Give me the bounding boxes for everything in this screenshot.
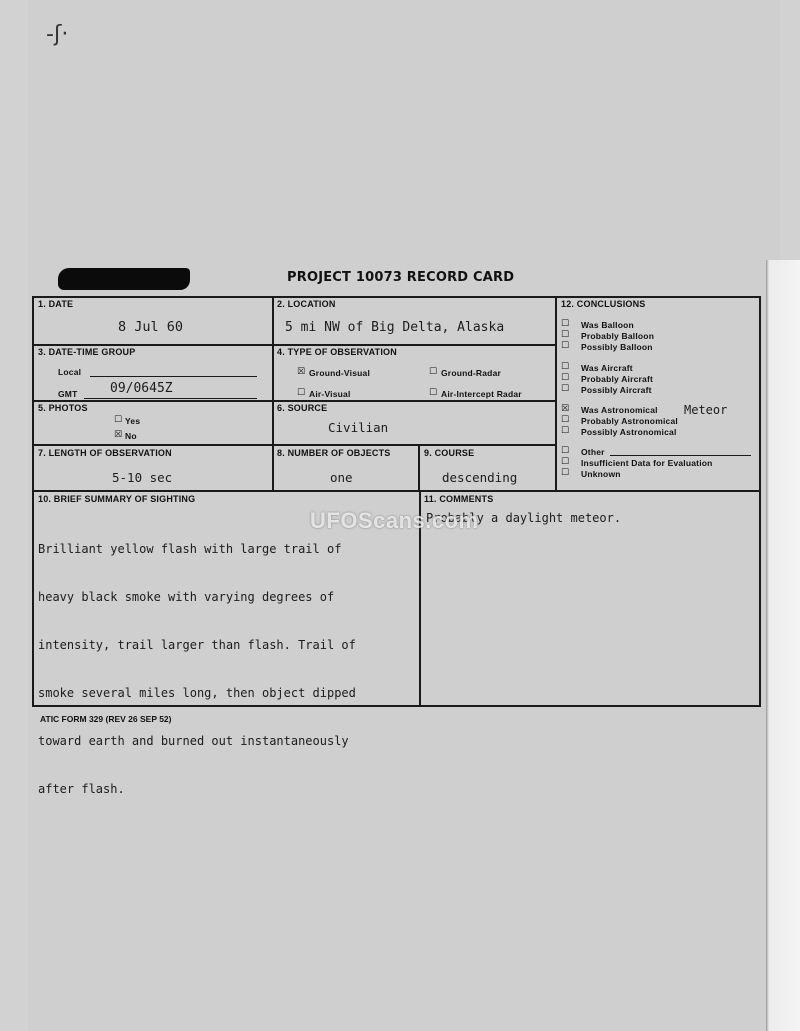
conclusion-probably-balloon: Probably Balloon	[581, 331, 655, 341]
checked-box-icon: ☒	[114, 430, 123, 440]
grid-rule	[33, 344, 555, 346]
checkbox-icon: ☐	[561, 384, 570, 394]
option-ground-visual: Ground-Visual	[309, 368, 371, 378]
local-field-line	[90, 376, 257, 377]
gmt-label: GMT	[58, 389, 78, 399]
source-value: Civilian	[328, 420, 389, 435]
other-field-line	[610, 455, 751, 456]
conclusion-possibly-astronomical: Possibly Astronomical	[581, 427, 677, 437]
grid-rule	[555, 297, 557, 490]
summary-line: Brilliant yellow flash with large trail of	[38, 542, 342, 556]
length-value: 5-10 sec	[112, 470, 173, 485]
redaction-bar	[58, 268, 190, 290]
photos-label: 5. PHOTOS	[38, 403, 88, 413]
source-label: 6. SOURCE	[277, 403, 328, 413]
corner-mark: -ʃ·	[46, 22, 69, 47]
astronomical-note: Meteor	[684, 403, 728, 417]
grid-rule	[33, 490, 760, 492]
checkbox-icon: ☐	[561, 468, 570, 478]
grid-rule	[418, 444, 420, 490]
summary-text	[38, 509, 418, 813]
conclusion-unknown: Unknown	[581, 469, 621, 479]
grid-rule	[33, 400, 555, 402]
location-value: 5 mi NW of Big Delta, Alaska	[285, 320, 505, 335]
checkbox-icon: ☐	[561, 373, 570, 383]
local-label: Local	[58, 367, 82, 377]
summary-label: 10. BRIEF SUMMARY OF SIGHTING	[38, 494, 196, 504]
summary-line: after flash.	[38, 782, 125, 796]
conclusions-label: 12. CONCLUSIONS	[561, 299, 646, 309]
grid-rule	[33, 444, 555, 446]
checkbox-icon: ☐	[561, 341, 570, 351]
date-label: 1. DATE	[38, 299, 74, 309]
date-value: 8 Jul 60	[118, 319, 184, 335]
comments-label: 11. COMMENTS	[424, 494, 494, 504]
gmt-value: 09/0645Z	[110, 381, 173, 396]
summary-line: heavy black smoke with varying degrees of	[38, 590, 335, 604]
option-air-visual: Air-Visual	[309, 389, 351, 399]
summary-line: intensity, trail larger than flash. Trail of	[38, 638, 356, 652]
checkbox-icon: ☐	[561, 415, 570, 425]
checked-box-icon: ☒	[561, 404, 570, 414]
checked-box-icon: ☒	[297, 367, 306, 377]
conclusion-probably-astronomical: Probably Astronomical	[581, 416, 678, 426]
summary-line: toward earth and burned out instantaneously	[38, 734, 349, 748]
watermark: UFOScans.com	[310, 508, 479, 533]
checkbox-icon: ☐	[297, 388, 306, 398]
checkbox-icon: ☐	[561, 426, 570, 436]
conclusion-was-astronomical: Was Astronomical	[581, 405, 658, 415]
photos-no: No	[125, 431, 137, 441]
gmt-field-line	[84, 398, 257, 399]
checkbox-icon: ☐	[429, 388, 438, 398]
option-ground-radar: Ground-Radar	[441, 368, 502, 378]
type-observation-label: 4. TYPE OF OBSERVATION	[277, 347, 397, 357]
course-value: descending	[442, 470, 518, 485]
checkbox-icon: ☐	[429, 367, 438, 377]
length-label: 7. LENGTH OF OBSERVATION	[38, 448, 172, 458]
checkbox-icon: ☐	[114, 415, 123, 425]
photos-yes: Yes	[125, 416, 141, 426]
conclusion-other: Other	[581, 447, 605, 457]
course-label: 9. COURSE	[424, 448, 475, 458]
location-label: 2. LOCATION	[277, 299, 336, 309]
checkbox-icon: ☐	[561, 319, 570, 329]
summary-line: smoke several miles long, then object dipped	[38, 686, 356, 700]
checkbox-icon: ☐	[561, 457, 570, 467]
number-objects-value: one	[330, 470, 353, 485]
grid-rule	[272, 297, 274, 490]
conclusion-was-balloon: Was Balloon	[581, 320, 634, 330]
conclusion-was-aircraft: Was Aircraft	[581, 363, 633, 373]
comments-value: Probably a daylight meteor.	[426, 511, 622, 525]
option-air-intercept-radar: Air-Intercept Radar	[441, 389, 522, 399]
conclusion-probably-aircraft: Probably Aircraft	[581, 374, 654, 384]
conclusion-possibly-aircraft: Possibly Aircraft	[581, 385, 652, 395]
conclusion-possibly-balloon: Possibly Balloon	[581, 342, 653, 352]
checkbox-icon: ☐	[561, 362, 570, 372]
dtg-label: 3. DATE-TIME GROUP	[38, 347, 136, 357]
number-objects-label: 8. NUMBER OF OBJECTS	[277, 448, 391, 458]
conclusion-insufficient-data: Insufficient Data for Evaluation	[581, 458, 713, 468]
form-number: ATIC FORM 329 (REV 26 SEP 52)	[40, 714, 172, 724]
page-edge	[766, 260, 800, 1031]
checkbox-icon: ☐	[561, 446, 570, 456]
page-title: PROJECT 10073 RECORD CARD	[287, 270, 515, 285]
checkbox-icon: ☐	[561, 330, 570, 340]
